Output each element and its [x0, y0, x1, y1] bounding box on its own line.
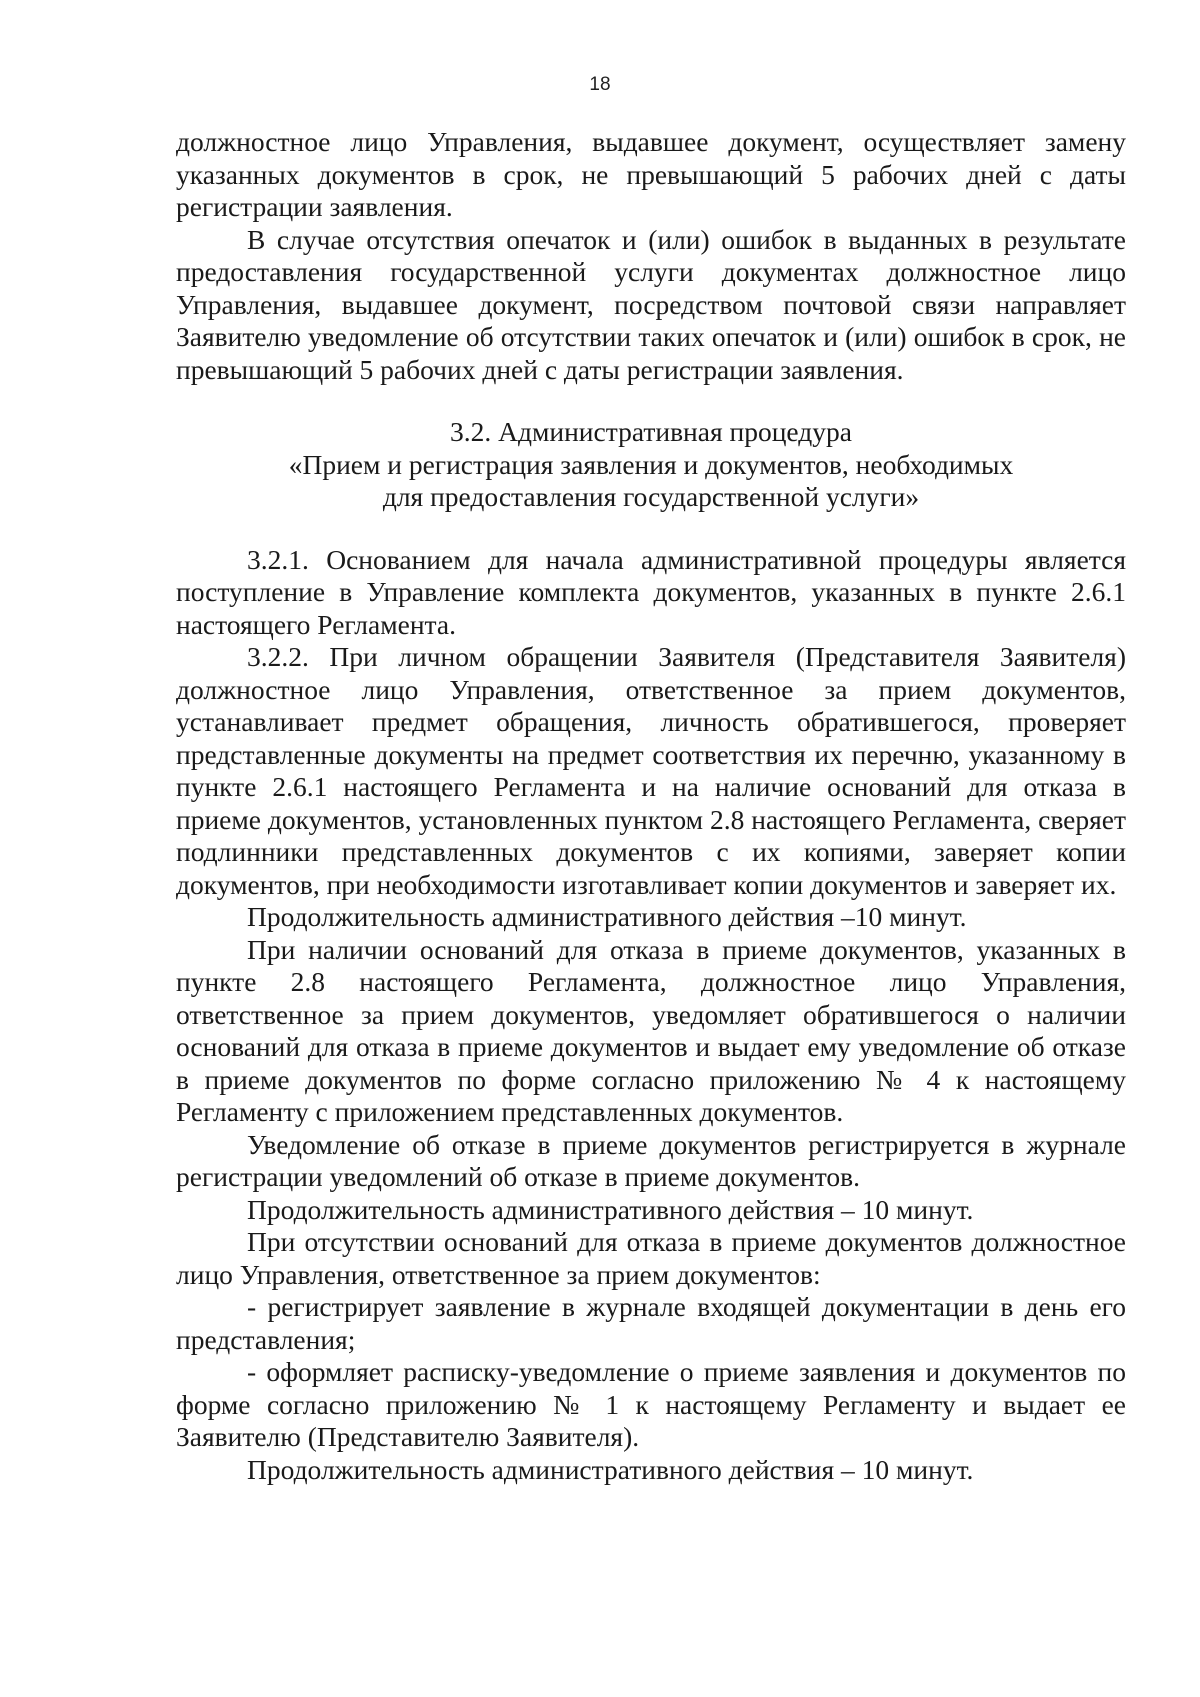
paragraph-no-errors: В случае отсутствия опечаток и (или) ошибок в выданных в результате предоставления государственной услуги документах должностное лицо Управления, выдавшее документ, посредством почтовой связи направляет Заявителю уведомление об отсутствии таких опечаток и (или) ошибок в срок, не превышающий 5 рабочих дней с даты регистрации заявления. [176, 223, 1126, 385]
document-body [176, 126, 1126, 1486]
paragraph-duration-2: Продолжительность административного действия – 10 минут. [247, 1193, 974, 1225]
page-number: 18 [589, 74, 611, 95]
paragraph-duration-1: Продолжительность административного действия –10 минут. [247, 901, 967, 932]
section-heading-subtitle-line2: для предоставления государственной услуги» [382, 481, 920, 512]
list-item-receipt: - оформляет расписку-уведомление о приеме заявления и документов по форме согласно приложению № 1 к настоящему Регламенту и выдает ее Заявителю (Представителю Заявителя). [176, 1356, 1126, 1452]
section-heading [176, 416, 1126, 514]
paragraph-no-refusal-grounds: При отсутствии оснований для отказа в приеме документов должностное лицо Управления, ответственное за прием документов: [176, 1226, 1126, 1290]
list-item-register: - регистрирует заявление в журнале входящей документации в день его представления; [176, 1291, 1126, 1355]
paragraph-continuation: должностное лицо Управления, выдавшее документ, осуществляет замену указанных документов в срок, не превышающий 5 рабочих дней с даты регистрации заявления. [176, 126, 1126, 222]
paragraph-duration-3: Продолжительность административного действия – 10 минут. [247, 1453, 974, 1485]
paragraph-3-2-2: 3.2.2. При личном обращении Заявителя (Представителя Заявителя) должностное лицо Управления, ответственное за прием документов, устанавливает предмет обращения, личность обратившегося, проверяет представленные документы на предмет соответствия их перечню, указанному в пункте 2.6.1 настоящего Регламента и на наличие оснований для отказа в приеме документов, установленных пунктом 2.8 настоящего Регламента, сверяет подлинники представленных документов с их копиями, заверяет копии документов, при необходимости изготавливает копии документов и заверяет их. [176, 641, 1126, 900]
paragraph-refusal-registration: Уведомление об отказе в приеме документов регистрируется в журнале регистрации уведомлений об отказе в приеме документов. [176, 1128, 1126, 1192]
section-heading-subtitle-line1: «Прием и регистрация заявления и документов, необходимых [288, 448, 1014, 480]
paragraph-refusal-grounds: При наличии оснований для отказа в приеме документов, указанных в пункте 2.8 настоящего Регламента, должностное лицо Управления, ответственное за прием документов, уведомляет обратившегося о наличии оснований для отказа в приеме документов и выдает ему уведомление об отказе в приеме документов по форме согласно приложению № 4 к настоящему Регламенту с приложением представленных документов. [176, 933, 1126, 1127]
section-heading-title: 3.2. Административная процедура [450, 416, 852, 447]
paragraph-3-2-1: 3.2.1. Основанием для начала административной процедуры является поступление в Управление комплекта документов, указанных в пункте 2.6.1 настоящего Регламента. [176, 543, 1126, 640]
